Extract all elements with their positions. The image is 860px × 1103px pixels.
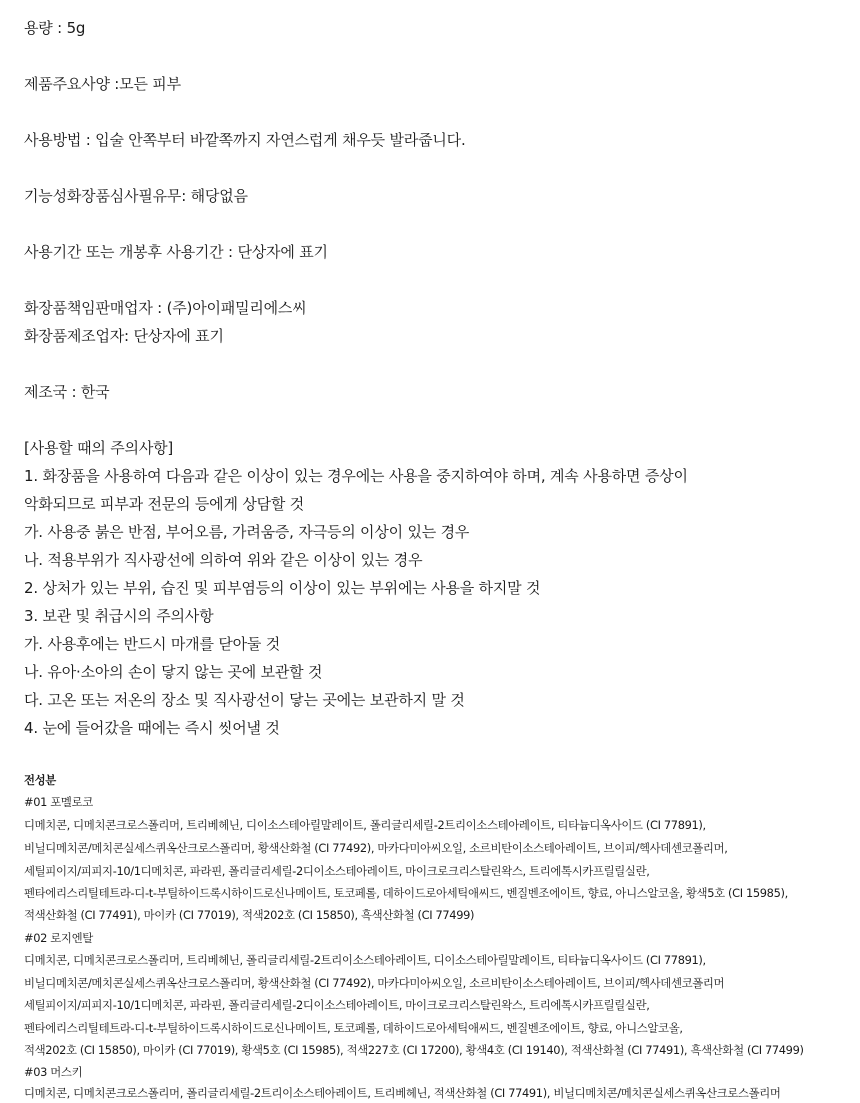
main-spec-text: 제품주요사양 :모든 피부 xyxy=(24,75,181,93)
ingredients-line: 적색산화철 (CI 77491), 마이카 (CI 77019), 적색202호 (CI 15850), 흑색산화철 (CI 77499) xyxy=(24,908,475,922)
ingredients-shade-label: #03 머스키 xyxy=(24,1065,83,1079)
caution-line: 나. 유아·소아의 손이 닿지 않는 곳에 보관할 것 xyxy=(24,663,323,681)
caution-line: 가. 사용후에는 반드시 마개를 닫아둘 것 xyxy=(24,635,281,653)
caution-line: 가. 사용중 붉은 반점, 부어오름, 가려움증, 자극등의 이상이 있는 경우 xyxy=(24,523,470,541)
ingredients-line: 디메치콘, 디메치콘크로스폴리머, 트리베헤닌, 디이소스테아릴말레이트, 폴리글리세릴-2트리이소스테아레이트, 티타늄디옥사이드 (CI 77891), xyxy=(24,818,706,832)
ingredients-line: 펜타에리스리틸테트라-디-t-부틸하이드록시하이드로신나메이트, 토코페롤, 데하이드로아세틱애씨드, 벤질벤조에이트, 향료, 아니스알코올, 황색5호 (CI 15985), xyxy=(24,886,788,900)
ingredients-line: 세틸피이지/피피지-10/1디메치콘, 파라핀, 폴리글리세릴-2디이소스테아레이트, 마이크로크리스탈린왁스, 트리에톡시카프릴릴실란, xyxy=(24,998,650,1012)
caution-line: 악화되므로 피부과 전문의 등에게 상담할 것 xyxy=(24,495,305,513)
caution-line: 나. 적용부위가 직사광선에 의하여 위와 같은 이상이 있는 경우 xyxy=(24,551,423,569)
caution-line: 4. 눈에 들어갔을 때에는 즉시 씻어낼 것 xyxy=(24,719,280,737)
ingredients-line: 디메치콘, 디메치콘크로스폴리머, 트리베헤닌, 폴리글리세릴-2트리이소스테아레이트, 디이소스테아릴말레이트, 티타늄디옥사이드 (CI 77891), xyxy=(24,953,706,967)
functional-review-text: 기능성화장품심사필유무: 해당없음 xyxy=(24,187,248,205)
ingredients-line: 디메치콘, 디메치콘크로스폴리머, 폴리글리세릴-2트리이소스테아레이트, 트리베헤닌, 적색산화철 (CI 77491), 비닐디메치콘/메치콘실세스퀴옥산크로스폴리머 xyxy=(24,1086,781,1100)
seller-text: 화장품책임판매업자 : (주)아이패밀리에스씨 xyxy=(24,299,307,317)
caution-line: 2. 상처가 있는 부위, 습진 및 피부염등의 이상이 있는 부위에는 사용을 하지말 것 xyxy=(24,579,541,597)
ingredients-shade-label: #01 포멜로코 xyxy=(24,795,93,809)
expiry-text: 사용기간 또는 개봉후 사용기간 : 단상자에 표기 xyxy=(24,243,328,261)
ingredients-line: 적색202호 (CI 15850), 마이카 (CI 77019), 황색5호 (CI 15985), 적색227호 (CI 17200), 황색4호 (CI 19140), 적색산화철 (CI 77491), 흑색산화철 (CI 77499) xyxy=(24,1043,804,1057)
cautions-heading: [사용할 때의 주의사항] xyxy=(24,439,174,457)
ingredients-shade-label: #02 로지엔탈 xyxy=(24,931,93,945)
caution-line: 다. 고온 또는 저온의 장소 및 직사광선이 닿는 곳에는 보관하지 말 것 xyxy=(24,691,465,709)
usage-text: 사용방법 : 입술 안쪽부터 바깥쪽까지 자연스럽게 채우듯 발라줍니다. xyxy=(24,131,466,149)
manufacturer-text: 화장품제조업자: 단상자에 표기 xyxy=(24,327,224,345)
ingredients-line: 세틸피이지/피피지-10/1디메치콘, 파라핀, 폴리글리세릴-2디이소스테아레이트, 마이크로크리스탈린왁스, 트리에톡시카프릴릴실란, xyxy=(24,864,650,878)
ingredients-line: 비닐디메치콘/메치콘실세스퀴옥산크로스폴리머, 황색산화철 (CI 77492), 마카다미아씨오일, 소르비탄이소스테아레이트, 브이피/헥사데센코폴리머, xyxy=(24,841,728,855)
ingredients-title: 전성분 xyxy=(24,773,56,787)
country-text: 제조국 : 한국 xyxy=(24,383,110,401)
caution-line: 3. 보관 및 취급시의 주의사항 xyxy=(24,607,214,625)
capacity-text: 용량 : 5g xyxy=(24,19,86,37)
caution-line: 1. 화장품을 사용하여 다음과 같은 이상이 있는 경우에는 사용을 중지하여야 하며, 계속 사용하면 증상이 xyxy=(24,467,688,485)
ingredients-line: 비닐디메치콘/메치콘실세스퀴옥산크로스폴리머, 황색산화철 (CI 77492), 마카다미아씨오일, 소르비탄이소스테아레이트, 브이피/헥사데센코폴리머 xyxy=(24,976,725,990)
ingredients-line: 펜타에리스리틸테트라-디-t-부틸하이드록시하이드로신나메이트, 토코페롤, 데하이드로아세틱애씨드, 벤질벤조에이트, 향료, 아니스알코올, xyxy=(24,1021,683,1035)
